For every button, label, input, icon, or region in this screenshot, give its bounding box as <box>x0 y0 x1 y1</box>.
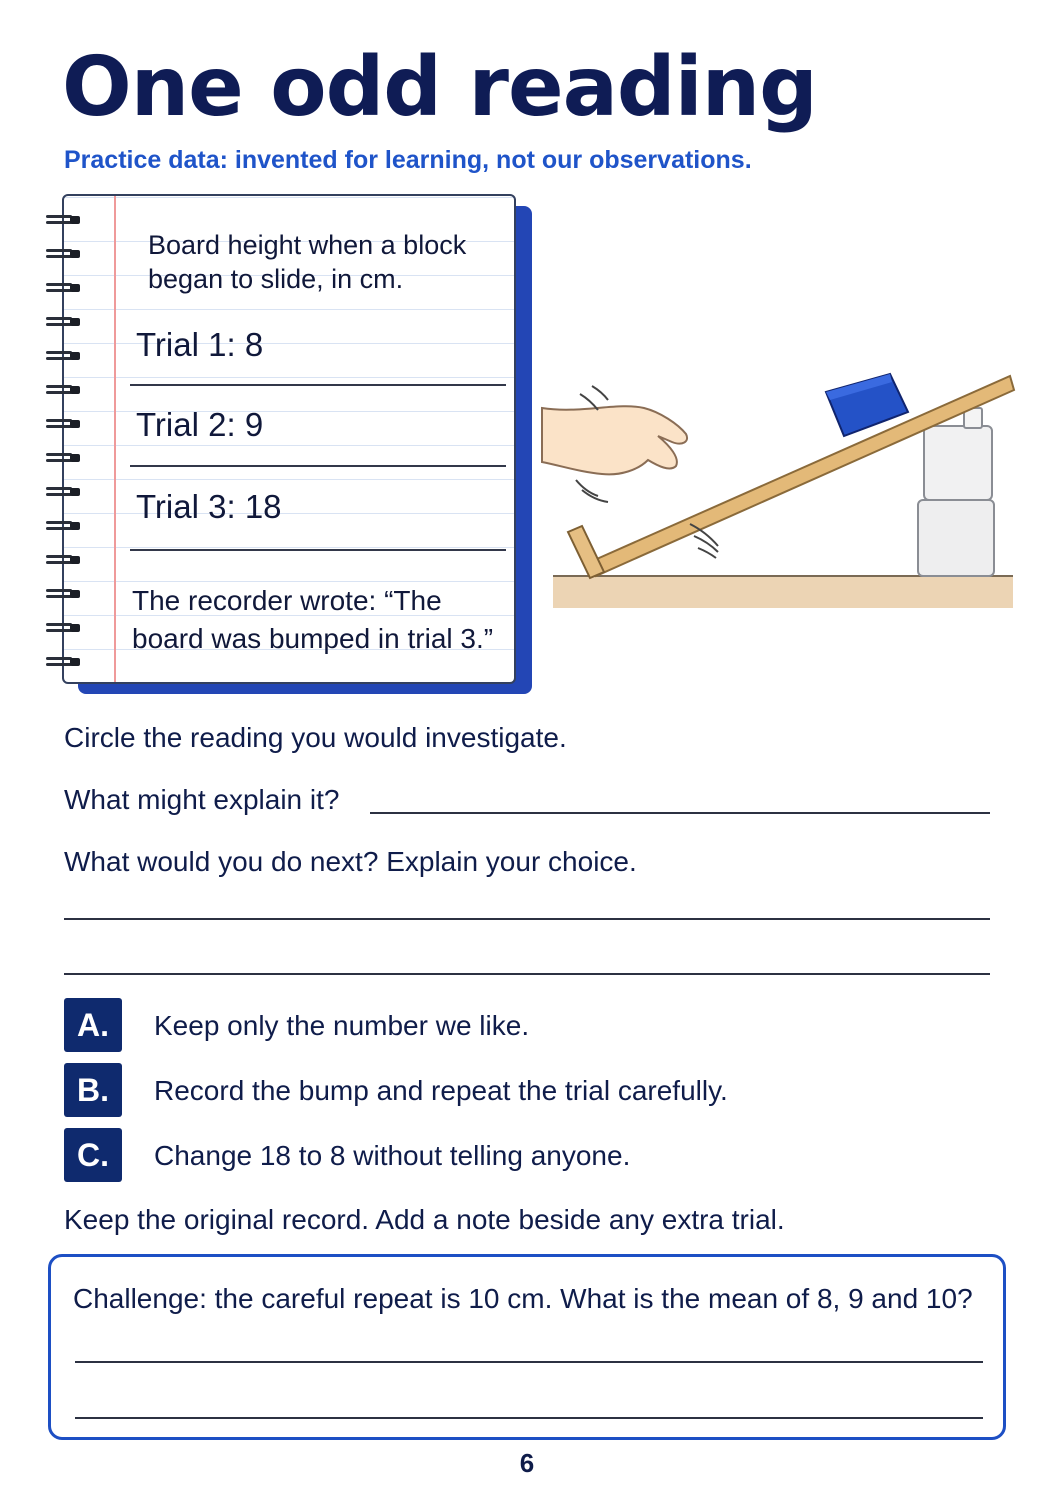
support-blocks-icon <box>918 408 994 576</box>
record-note: Keep the original record. Add a note beside any extra trial. <box>64 1204 785 1235</box>
challenge-box <box>48 1254 1006 1440</box>
option-b-badge: B. <box>64 1063 122 1117</box>
question-explain: What might explain it? <box>64 784 340 815</box>
trial-2 <box>136 406 263 444</box>
explain-answer-line[interactable] <box>370 812 990 814</box>
ramp-illustration <box>540 372 1016 616</box>
trial-2-rule <box>130 465 506 467</box>
trial-3-value: 18 <box>244 488 282 525</box>
trial-3-label: Trial 3: <box>136 488 236 525</box>
question-next: What would you do next? Explain your choice. <box>64 846 637 877</box>
trial-2-value: 9 <box>244 406 264 443</box>
trial-3-rule <box>130 549 506 551</box>
recorder-note <box>132 582 493 658</box>
option-c-badge: C. <box>64 1128 122 1182</box>
trial-2-label: Trial 2: <box>136 406 236 443</box>
recorder-note-line2: board was bumped in trial 3.” <box>132 623 494 654</box>
challenge-answer-line-2[interactable] <box>75 1417 983 1419</box>
notebook-heading-line2: began to slide, in cm. <box>148 264 404 294</box>
challenge-text: Challenge: the careful repeat is 10 cm. What is the mean of 8, 9 and 10? <box>73 1283 973 1314</box>
page-subtitle: Practice data: invented for learning, not our observations. <box>64 146 752 174</box>
page-title: One odd reading <box>62 40 817 135</box>
option-c-text: Change 18 to 8 without telling anyone. <box>154 1140 631 1171</box>
notebook-heading-line1: Board height when a block <box>148 230 467 260</box>
next-answer-line-1[interactable] <box>64 918 990 920</box>
recorder-note-line1: The recorder wrote: “The <box>132 585 442 616</box>
option-b-text: Record the bump and repeat the trial carefully. <box>154 1075 728 1106</box>
trial-1-rule <box>130 384 506 386</box>
table-surface <box>553 576 1013 608</box>
notebook-card <box>62 194 516 684</box>
question-circle: Circle the reading you would investigate. <box>64 722 567 753</box>
trial-1-label: Trial 1: <box>136 326 236 363</box>
next-answer-line-2[interactable] <box>64 973 990 975</box>
trial-1-value: 8 <box>244 326 264 363</box>
notebook-heading <box>148 228 466 296</box>
notebook-margin-line <box>114 196 116 682</box>
trial-3 <box>136 488 282 526</box>
challenge-answer-line-1[interactable] <box>75 1361 983 1363</box>
trial-1 <box>136 326 263 364</box>
option-a-text: Keep only the number we like. <box>154 1010 530 1041</box>
spiral-binding-icon <box>46 214 86 674</box>
page-number: 6 <box>519 1448 535 1478</box>
option-a-badge: A. <box>64 998 122 1052</box>
